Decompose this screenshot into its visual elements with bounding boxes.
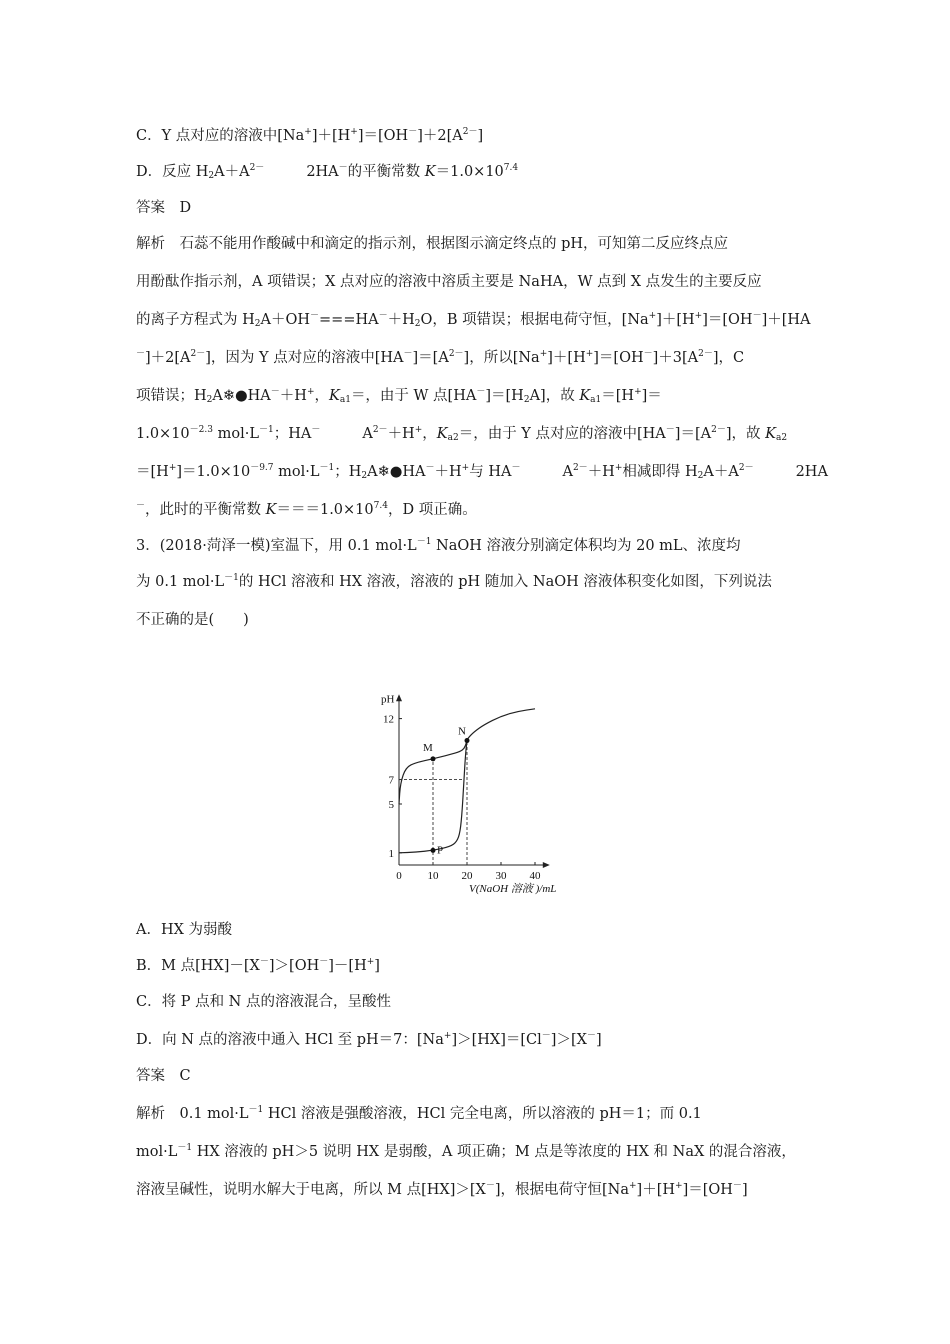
- x-axis-arrow: [543, 862, 550, 868]
- y-tick-label-12: 12: [383, 713, 394, 726]
- text-line-18: 答案 C: [136, 1068, 191, 1084]
- text-line-5: 的离子方程式为 $H_2A+OH^-===HA^-+H_2O$，B 项错误；根据电荷守恒，[Na+]＋[H+]＝[OH－]＋[HA: [136, 311, 811, 329]
- y-axis-arrow: [396, 694, 402, 701]
- text-line-7: 项错误；$H_2A❄●HA^-+H^+$，$K_{a1}=$，由于 W 点$[HA^-]=[H_2A]$，故 $K_{a1}=[H^+]=$: [136, 387, 662, 405]
- text-line-4: 用酚酞作指示剂，A 项错误；X 点对应的溶液中溶质主要是 NaHA，W 点到 X 点发生的主要反应: [136, 274, 762, 290]
- text-line-0: C．Y 点对应的溶液中$[Na^+]+[H^+]=[OH^-]+2[A^{2-}]$: [136, 127, 484, 144]
- x-tick-label-30: 30: [495, 870, 507, 882]
- y-tick-label-7: 7: [388, 774, 394, 787]
- text-line-9: $=[H^+]=1.0\times 10^{-9.7}$ $mol\cdot L^{-1}$；$H_2A❄●HA^-+H^+$与 HA－ $A^{2-}+H^+$相减即得 $H_2A+A^{2-}$ 2HA: [136, 463, 828, 481]
- text-line-10: －，此时的平衡常数 $K===1.0\times 10^{7.4}$，D 项正确。: [136, 501, 477, 518]
- text-line-13: 不正确的是( ): [136, 612, 249, 628]
- text-line-21: 溶液呈碱性，说明水解大于电离，所以 M 点[HX]＞[X－]，根据电荷守恒[Na+]＋[H+]＝[OH－]: [136, 1181, 748, 1198]
- y-axis-label: pH: [381, 693, 395, 706]
- x-tick-label-0: 0: [396, 870, 402, 882]
- ph-titration-chart: [372, 680, 592, 895]
- point-M: [431, 756, 436, 761]
- text-line-16: C．将 P 点和 N 点的溶液混合，呈酸性: [136, 994, 391, 1010]
- text-line-17: D．向 N 点的溶液中通入 HCl 至 pH＝7：[Na+]＞[HX]＝[Cl－]＞[X－]: [136, 1031, 602, 1048]
- text-line-11: 3．(2018·菏泽一模)室温下，用 0.1 $mol\cdot L^{-1}$ NaOH 溶液分别滴定体积均为 20 mL、浓度均: [136, 537, 741, 554]
- text-line-14: A．HX 为弱酸: [136, 922, 233, 938]
- text-line-6: $^-]+2[A^{2-}]$，因为 Y 点对应的溶液中$[HA^-]=[A^{2-}]$，所以$[Na^+]+[H^+]=[OH^-]+3[A^{2-}]$，C: [136, 349, 745, 366]
- point-label-M: M: [423, 741, 433, 754]
- text-line-15: B．M 点[HX]－[X－]＞[OH－]－[H+]: [136, 957, 380, 974]
- x-tick-label-10: 10: [427, 870, 439, 882]
- text-line-8: $1.0\times 10^{-2.3}$ $mol\cdot L^{-1}$；HA－ $A^{2-}+H^+$，$K_{a2}=$，由于 Y 点对应的溶液中$[HA^-]=[A^{2-}]$，故 $K_{a2}$: [136, 425, 788, 443]
- x-tick-label-20: 20: [461, 870, 473, 882]
- y-tick-label-5: 5: [388, 799, 394, 811]
- text-line-2: 答案 D: [136, 200, 192, 216]
- text-line-19: 解析 0.1 $mol\cdot L^{-1}$ HCl 溶液是强酸溶液，HCl 完全电离，所以溶液的 pH＝1；而 0.1: [136, 1105, 702, 1122]
- point-label-P: P: [437, 844, 444, 857]
- text-line-12: 为 0.1 $mol\cdot L^{-1}$的 HCl 溶液和 HX 溶液，溶液的 pH 随加入 NaOH 溶液体积变化如图，下列说法: [136, 573, 772, 590]
- point-N: [465, 738, 470, 743]
- point-label-N: N: [458, 725, 466, 738]
- text-line-20: $mol\cdot L^{-1}$ HX 溶液的 pH＞5 说明 HX 是弱酸，A 项正确；M 点是等浓度的 HX 和 NaX 的混合溶液，: [136, 1143, 796, 1160]
- text-line-1: D．反应 $H_2A+A^{2-}$ 2HA－的平衡常数 $K=1.0\times 10^{7.4}$: [136, 163, 519, 181]
- x-axis-label: V(NaOH 溶液 )/mL: [469, 883, 557, 895]
- x-tick-label-40: 40: [529, 870, 541, 882]
- point-P: [431, 848, 436, 853]
- y-tick-label-1: 1: [388, 847, 394, 860]
- text-line-3: 解析 石蕊不能用作酸碱中和滴定的指示剂，根据图示滴定终点的 pH，可知第二反应终点应: [136, 236, 729, 252]
